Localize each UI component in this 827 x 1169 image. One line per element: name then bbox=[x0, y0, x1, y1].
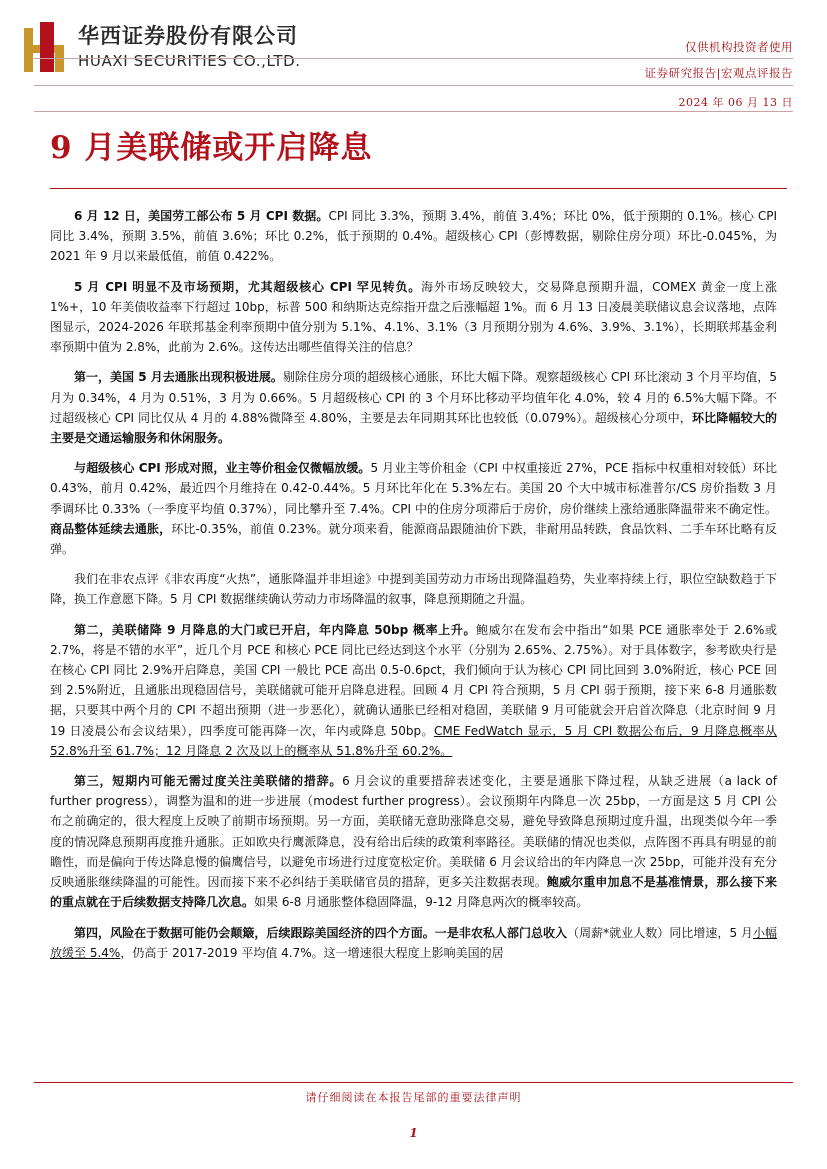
bold-text-run: 5 月 CPI 明显不及市场预期，尤其超级核心 CPI 罕见转负。 bbox=[74, 279, 422, 294]
report-date: 2024 年 06 月 13 日 bbox=[678, 96, 793, 109]
text-run: 5 月业主等价租金（CPI 中权重接近 27%，PCE 指标中权重相对较低）环比 0.43%，前月 0.42%，最近四个月维持在 0.42-0.44%。5 月环比年化在 5.3%左右。美国 20 个大中城市标准普尔/CS 房价指数 3 月季调环比 0.33%（一季度平均值 0.37%），同比攀升至 7.4%。CPI 中的住房分项滞后于房价，房价继续上涨给通胀降温带来不确定性。 bbox=[50, 461, 777, 516]
header-divider bbox=[34, 85, 793, 86]
text-run: 剔除住房分项的超级核心通胀，环比大幅下降。观察超级核心 CPI 环比滚动 3 个月平均值，5 月为 0.34%，4 月为 0.51%，3 月为 0.66%。5 月超级核心 CPI 的 3 个月环比移动平均值年化 4.0%，较 4 月的 6.5%大幅下降。不过超级核心 CPI 同比仅从 4 月的 4.88%微降至 4.80%，主要是去年同期其环比也较低（0.079%）。超级核心分项中， bbox=[50, 370, 777, 425]
company-name-cn: 华西证券股份有限公司 bbox=[78, 24, 298, 48]
bold-text-run: 第二，美联储降 9 月降息的大门或已开启，年内降息 50bp 概率上升。 bbox=[74, 622, 477, 637]
body-paragraph bbox=[50, 277, 777, 358]
footer-divider bbox=[34, 1082, 793, 1083]
bold-text-run: 商品整体延续去通胀， bbox=[50, 521, 172, 536]
text-run: CME FedWatch 显示，5 月 CPI 数据公布后，9 月降息概率从 52.8%升至 61.7%；12 月降息 2 次及以上的概率从 51.8%升至 60.2%。 bbox=[50, 723, 778, 758]
body-paragraph bbox=[50, 569, 777, 609]
report-body bbox=[50, 206, 777, 973]
body-paragraph bbox=[50, 923, 777, 963]
text-run: CPI 同比 3.3%，预期 3.4%，前值 3.4%；环比 0%，低于预期的 0.1%。核心 CPI 同比 3.4%，预期 3.5%，前值 3.6%；环比 0.2%，低于预期的 0.4%。超级核心 CPI（彭博数据，剔除住房分项）环比-0.045%，为 2021 年 9 月以来最低值，前值 0.422%。 bbox=[50, 209, 777, 264]
legal-disclaimer-note: 请仔细阅读在本报告尾部的重要法律声明 bbox=[305, 1091, 522, 1104]
bold-text-run: 第一，美国 5 月去通胀出现积极进展。 bbox=[74, 370, 283, 385]
body-paragraph bbox=[50, 206, 777, 267]
body-paragraph bbox=[50, 620, 777, 761]
header-divider bbox=[34, 111, 793, 112]
bold-text-run: 第四，风险在于数据可能仍会颠簸，后续跟踪美国经济的四个方面。一是非农私人部门总收入 bbox=[74, 925, 568, 940]
text-run: 海外市场反映较大，交易降息预期升温，COMEX 黄金一度上涨 1%+，10 年美债收益率下行超过 10bp，标普 500 和纳斯达克综指开盘之后涨幅超 1%。而 6 月 13 日凌晨美联储议息会议落地，点阵图显示，2024-2026 年联邦基金利率预期中值分别为 5.1%、4.1%、3.1%（3 月预期分别为 4.6%、3.9%、3.1%），长期联邦基金利率预期中值为 2.8%，此前为 2.6%。这传达出哪些值得关注的信息？ bbox=[50, 279, 777, 355]
text-run: 环比-0.35%，前值 0.23%。就分项来看，能源商品跟随油价下跌，非耐用品转跌，食品饮料、二手车环比略有反弹。 bbox=[50, 521, 777, 557]
text-run: 6 月会议的重要措辞表述变化，主要是通胀下降过程，从缺乏进展（a lack of further progress），调整为温和的进一步进展（modest further progress）。会议预期年内降息一次 25bp，一方面是这 5 月 CPI 公布之前确定的，很大程度上反映了前期市场预期。另一方面，美联储无意助涨降息交易，避免导致降息预期过度升温，出现类似今年一季度的情况降息预期再度推升通胀。正如欧央行鹰派降息，没有给出后续的政策利率路径。美联储的情况也类似，点阵图不再具有明显的前瞻性，而是偏向于传达降息慢的偏鹰信号，以避免市场进行过度宽松定价。美联储 6 月会议给出的年内降息一次 25bp，可能并没有充分反映通胀继续降温的可能性。因而接下来不必纠结于美联储官员的措辞，更多关注数据表现。 bbox=[50, 774, 777, 890]
text-run: 鲍威尔在发布会中指出“如果 PCE 通胀率处于 2.6%或 2.7%，将是不错的水平”，近几个月 PCE 和核心 PCE 同比已经达到这个水平（分别为 2.65%、2.75%）。对于具体数字，参考欧央行是在核心 CPI 同比 2.9%开启降息，美国 CPI 一般比 PCE 高出 0.5-0.6pct，我们倾向于认为核心 CPI 同比回到 3.0%附近，核心 PCE 回到 2.5%附近，且通胀出现稳固信号，美联储就可能开启降息进程。回顾 4 月 CPI 符合预期，5 月 CPI 弱于预期，接下来 6-8 月通胀数据，只要其中两个月的 CPI 不超出预期（进一步恶化），就确认通胀已经相对稳固，美联储 9 月可能就会开启首次降息（北京时间 9 月 19 日凌晨公布会议结果），四季度可能再降一次，年内或降息 50bp。 bbox=[50, 622, 777, 738]
huaxi-logo bbox=[24, 22, 64, 72]
body-paragraph bbox=[50, 458, 777, 559]
report-category: 证券研究报告|宏观点评报告 bbox=[644, 66, 793, 80]
page-number: 1 bbox=[409, 1126, 418, 1140]
bold-text-run: 鲍威尔重申加息不是基准情景，那么接下来的重点就在于后续数据支持降几次息。 bbox=[50, 875, 777, 910]
text-run: ，仍高于 2017-2019 平均值 4.7%。这一增速很大程度上影响美国的居 bbox=[120, 945, 504, 960]
text-run: （周薪*就业人数）同比增速，5 月 bbox=[567, 925, 753, 940]
company-name-en: HUAXI SECURITIES CO.,LTD. bbox=[78, 52, 301, 70]
usage-note: 仅供机构投资者使用 bbox=[685, 40, 793, 54]
bold-text-run: 第三，短期内可能无需过度关注美联储的措辞。 bbox=[74, 774, 343, 789]
text-run: 小幅放缓至 5.4% bbox=[50, 925, 777, 960]
page-title: 9 月美联储或开启降息 bbox=[50, 130, 373, 166]
body-paragraph bbox=[50, 771, 777, 912]
bold-text-run: 环比降幅较大的主要是交通运输服务和休闲服务。 bbox=[50, 410, 777, 446]
bold-text-run: 6 月 12 日，美国劳工部公布 5 月 CPI 数据。 bbox=[74, 209, 329, 223]
body-paragraph bbox=[50, 367, 777, 448]
text-run: 如果 6-8 月通胀整体稳固降温，9-12 月降息两次的概率较高。 bbox=[254, 895, 589, 910]
title-rule bbox=[50, 188, 787, 189]
header-divider bbox=[34, 58, 793, 59]
bold-text-run: 与超级核心 CPI 形成对照，业主等价租金仅微幅放缓。 bbox=[74, 461, 371, 476]
text-run: 我们在非农点评《非农再度“火热”，通胀降温并非坦途》中提到美国劳动力市场出现降温趋势，失业率持续上行，职位空缺数趋于下降，换工作意愿下降。5 月 CPI 数据继续确认劳动力市场降温的叙事，降息预期随之升温。 bbox=[50, 572, 777, 607]
